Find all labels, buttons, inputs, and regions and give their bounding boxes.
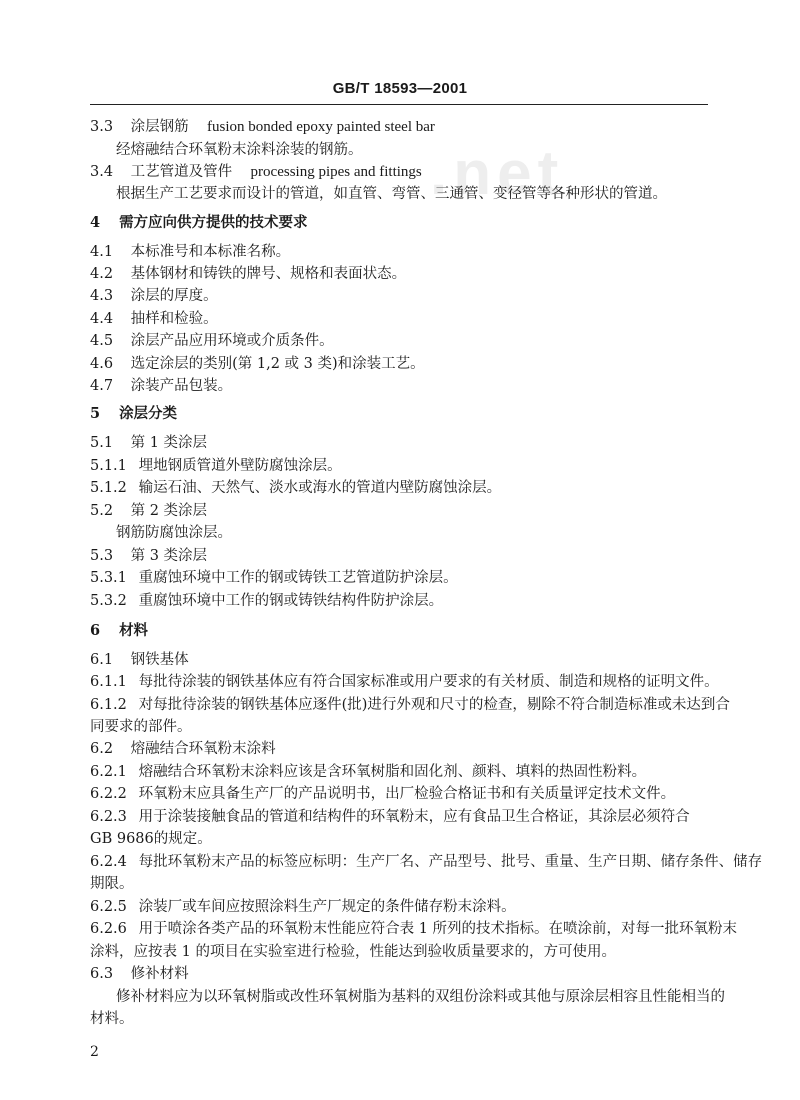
clause-number: 5.3 bbox=[90, 547, 114, 564]
clause-3-3 bbox=[90, 118, 435, 136]
section-title: 涂层分类 bbox=[119, 405, 178, 423]
clause-number: 5.2 bbox=[90, 502, 114, 519]
clause-5-1-1 bbox=[90, 457, 342, 475]
clause-number: 6.2.1 bbox=[90, 763, 127, 780]
clause-5-1-2 bbox=[90, 479, 501, 497]
clause-number: 3.4 bbox=[90, 163, 114, 180]
clause-6-2-5 bbox=[90, 898, 516, 916]
clause-text: 涂层产品应用环境或介质条件。 bbox=[130, 333, 334, 350]
clause-6-2-3 bbox=[90, 808, 690, 826]
section-title: 需方应向供方提供的技术要求 bbox=[119, 213, 308, 231]
clause-text-continuation: 钢筋防腐蚀涂层。 bbox=[116, 525, 232, 542]
clause-text: 环氧粉末应具备生产厂的产品说明书，出厂检验合格证书和有关质量评定技术文件。 bbox=[138, 786, 676, 803]
page-number: 2 bbox=[90, 1044, 99, 1060]
clause-number: 4.6 bbox=[90, 355, 114, 372]
clause-4-2 bbox=[90, 265, 406, 283]
clause-number: 6.2 bbox=[90, 741, 114, 758]
clause-4-1 bbox=[90, 243, 290, 261]
standard-code-header: GB/T 18593—2001 bbox=[332, 80, 468, 97]
clause-text: 基体钢材和铸铁的牌号、规格和表面状态。 bbox=[130, 266, 407, 282]
clause-number: 6.1.1 bbox=[90, 674, 127, 690]
clause-number: 6.1.2 bbox=[90, 696, 127, 713]
clause-text: 第 2 类涂层 bbox=[130, 502, 208, 519]
clause-6-2-1 bbox=[90, 763, 646, 781]
clause-text: 第 3 类涂层 bbox=[130, 547, 208, 564]
clause-6-2-2 bbox=[90, 785, 675, 803]
clause-3-4 bbox=[90, 163, 422, 181]
section-number: 5 bbox=[90, 405, 101, 423]
clause-text: 涂层的厚度。 bbox=[130, 288, 218, 305]
clause-text: 每批环氧粉末产品的标签应标明：生产厂名、产品型号、批号、重量、生产日期、储存条件、储存 bbox=[138, 853, 763, 870]
clause-text: 修补材料 bbox=[130, 966, 189, 983]
clause-text-continuation: 材料。 bbox=[90, 1011, 134, 1027]
clause-text: 输运石油、天然气、淡水或海水的管道内壁防腐蚀涂层。 bbox=[138, 480, 502, 497]
clause-text: 钢铁基体 bbox=[130, 651, 189, 668]
section-4-heading bbox=[90, 214, 308, 232]
clause-4-5 bbox=[90, 332, 334, 350]
section-5-heading bbox=[90, 405, 177, 423]
section-number: 4 bbox=[90, 213, 101, 231]
clause-number: 5.1.2 bbox=[90, 480, 127, 497]
clause-5-2 bbox=[90, 502, 207, 520]
clause-number: 4.7 bbox=[90, 378, 114, 395]
clause-6-3 bbox=[90, 965, 189, 983]
clause-6-2-6 bbox=[90, 920, 737, 938]
clause-6-1 bbox=[90, 651, 189, 669]
clause-text: 用于涂装接触食品的管道和结构件的环氧粉末，应有食品卫生合格证，其涂层必须符合 bbox=[138, 808, 690, 825]
clause-number: 5.1 bbox=[90, 435, 114, 452]
clause-number: 6.2.5 bbox=[90, 898, 127, 915]
clause-text: 涂层钢筋 bbox=[130, 119, 189, 135]
clause-number: 6.3 bbox=[90, 966, 114, 983]
clause-text: 埋地钢质管道外壁防腐蚀涂层。 bbox=[138, 457, 342, 474]
clause-text: 本标准号和本标准名称。 bbox=[130, 243, 291, 260]
clause-text: 重腐蚀环境中工作的钢或铸铁结构件防护涂层。 bbox=[138, 592, 444, 609]
clause-text: 工艺管道及管件 bbox=[130, 163, 233, 180]
clause-number: 4.1 bbox=[90, 243, 114, 260]
clause-number: 6.2.6 bbox=[90, 921, 127, 938]
watermark-text: .net bbox=[430, 139, 565, 208]
clause-number: 5.3.2 bbox=[90, 592, 127, 609]
clause-4-7 bbox=[90, 377, 232, 395]
clause-english-term: fusion bonded epoxy painted steel bar bbox=[207, 119, 435, 135]
clause-number: 4.3 bbox=[90, 288, 114, 305]
clause-text-continuation: 涂料，应按表 1 的项目在实验室进行检验，性能达到验收质量要求的，方可使用。 bbox=[90, 943, 616, 960]
clause-4-6 bbox=[90, 355, 425, 373]
clause-number: 5.3.1 bbox=[90, 570, 127, 587]
clause-text: 重腐蚀环境中工作的钢或铸铁工艺管道防护涂层。 bbox=[138, 570, 458, 587]
clause-text-continuation: 经熔融结合环氧粉末涂料涂装的钢筋。 bbox=[116, 141, 363, 158]
clause-text-continuation: 同要求的部件。 bbox=[90, 719, 192, 735]
clause-text: 每批待涂装的钢铁基体应有符合国家标准或用户要求的有关材质、制造和规格的证明文件。 bbox=[138, 674, 719, 690]
clause-text: 对每批待涂装的钢铁基体应逐件(批)进行外观和尺寸的检查，剔除不符合制造标准或未达到合 bbox=[138, 696, 730, 713]
clause-4-3 bbox=[90, 287, 218, 305]
clause-4-4 bbox=[90, 310, 218, 328]
clause-number: 3.3 bbox=[90, 119, 114, 135]
clause-number: 4.2 bbox=[90, 266, 114, 282]
clause-text: 熔融结合环氧粉末涂料 bbox=[130, 741, 276, 758]
clause-6-1-2 bbox=[90, 696, 730, 714]
clause-5-3-2 bbox=[90, 592, 443, 610]
clause-number: 6.2.4 bbox=[90, 853, 127, 870]
section-number: 6 bbox=[90, 621, 101, 639]
section-6-heading bbox=[90, 622, 148, 640]
clause-text-continuation: 根据生产工艺要求而设计的管道，如直管、弯管、三通管、变径管等各种形状的管道。 bbox=[116, 186, 667, 203]
clause-5-3-1 bbox=[90, 569, 458, 587]
section-title: 材料 bbox=[119, 621, 149, 639]
clause-text-continuation: GB 9686的规定。 bbox=[90, 831, 212, 848]
clause-text: 熔融结合环氧粉末涂料应该是含环氧树脂和固化剂、颜料、填料的热固性粉料。 bbox=[138, 763, 647, 780]
clause-english-term: processing pipes and fittings bbox=[250, 163, 422, 180]
clause-6-2-4 bbox=[90, 853, 762, 871]
clause-5-1 bbox=[90, 434, 207, 452]
header-rule bbox=[90, 104, 708, 105]
clause-6-2 bbox=[90, 740, 276, 758]
clause-text-continuation: 修补材料应为以环氧树脂或改性环氧树脂为基料的双组份涂料或其他与原涂层相容且性能相当的 bbox=[116, 988, 725, 1005]
clause-number: 6.1 bbox=[90, 651, 114, 668]
clause-text: 涂装产品包装。 bbox=[130, 378, 233, 395]
clause-text: 用于喷涂各类产品的环氧粉末性能应符合表 1 所列的技术指标。在喷涂前，对每一批环氧粉末 bbox=[138, 921, 738, 938]
clause-text: 抽样和检验。 bbox=[130, 310, 218, 327]
clause-number: 4.4 bbox=[90, 310, 114, 327]
clause-6-1-1 bbox=[90, 673, 719, 691]
clause-number: 4.5 bbox=[90, 333, 114, 350]
clause-number: 6.2.2 bbox=[90, 786, 127, 803]
clause-text: 涂装厂或车间应按照涂料生产厂规定的条件储存粉末涂料。 bbox=[138, 898, 516, 915]
clause-text: 选定涂层的类别(第 1,2 或 3 类)和涂装工艺。 bbox=[130, 355, 425, 372]
clause-5-3 bbox=[90, 547, 207, 565]
clause-number: 6.2.3 bbox=[90, 808, 127, 825]
clause-text-continuation: 期限。 bbox=[90, 876, 134, 893]
clause-number: 5.1.1 bbox=[90, 457, 127, 474]
clause-text: 第 1 类涂层 bbox=[130, 435, 208, 452]
